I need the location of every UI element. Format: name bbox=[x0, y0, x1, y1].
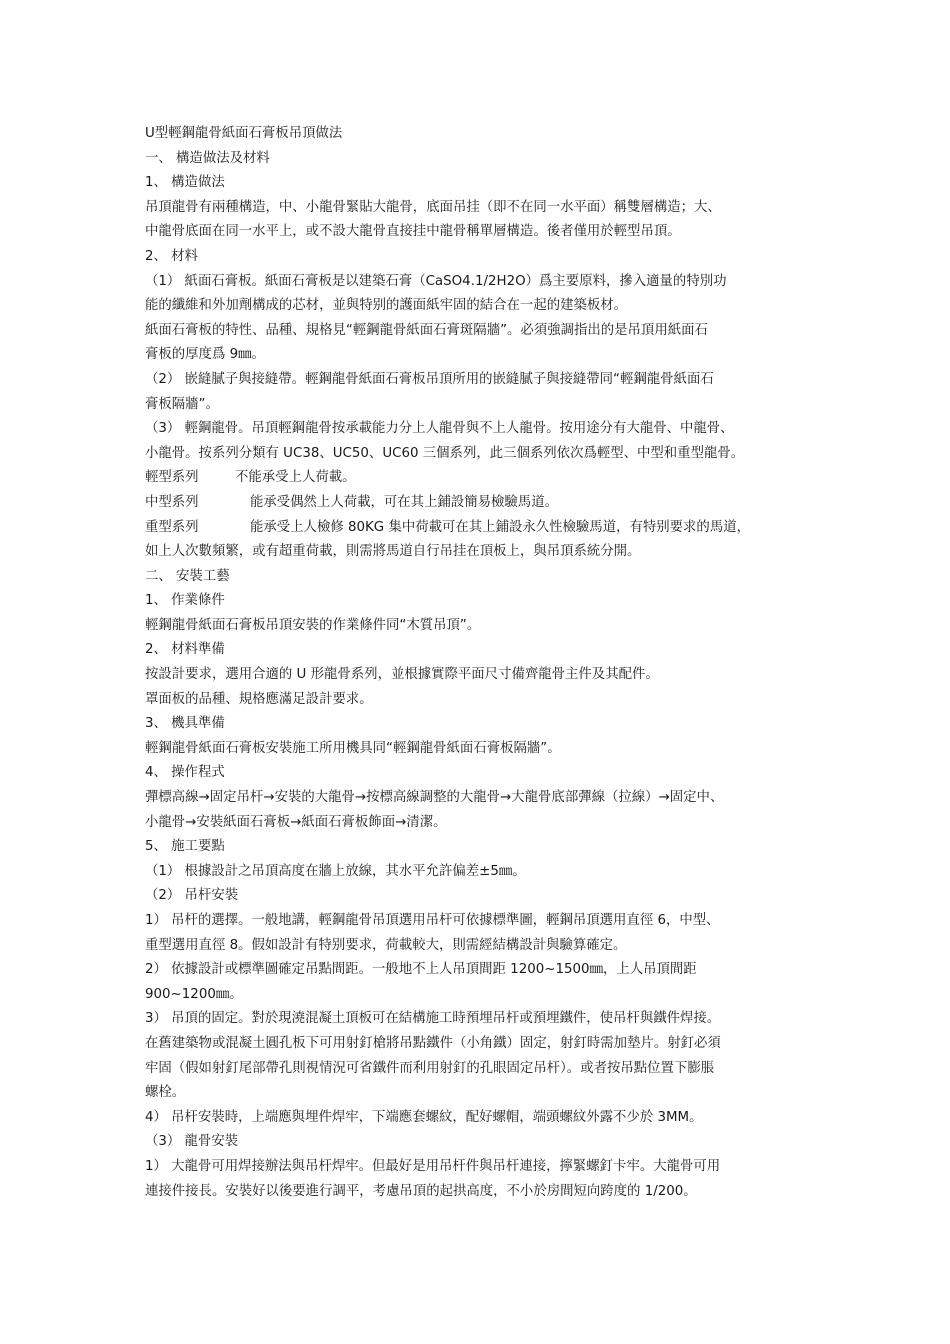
paragraph-line: 能的纖維和外加劑構成的芯材，並與特别的護面紙牢固的結合在一起的建築板材。 bbox=[145, 298, 628, 314]
subsection-heading: 5、 施工要點 bbox=[145, 839, 225, 855]
paragraph-line: 輕鋼龍骨紙面石膏板安裝施工所用機具同“輕鋼龍骨紙面石膏板隔牆”。 bbox=[145, 740, 561, 756]
paragraph-line: 螺栓。 bbox=[145, 1085, 186, 1101]
subsection-heading: 3、 機具準備 bbox=[145, 716, 225, 732]
paragraph-line: 900~1200㎜。 bbox=[145, 986, 243, 1002]
paragraph-line: 如上人次數頻繁，或有超重荷載，則需將馬道自行吊挂在頂板上，與吊頂系統分開。 bbox=[145, 544, 641, 560]
subsection-heading: 1、 作業條件 bbox=[145, 593, 225, 609]
section-heading: 一、 構造做法及材料 bbox=[145, 150, 270, 166]
subsection-heading: 2、 材料準備 bbox=[145, 642, 225, 658]
series-row-light bbox=[145, 466, 825, 491]
subsection-heading: 1、 構造做法 bbox=[145, 175, 225, 191]
series-desc: 能承受偶然上人荷載，可在其上鋪設簡易檢驗馬道。 bbox=[250, 494, 558, 510]
paragraph-line: （2） 吊杆安裝 bbox=[145, 888, 239, 904]
series-label: 輕型系列 bbox=[145, 470, 199, 486]
section-heading: 二、 安裝工藝 bbox=[145, 568, 230, 584]
paragraph-line: 重型選用直徑 8。假如設計有特别要求，荷載較大，則需經結構設計與驗算確定。 bbox=[145, 937, 627, 953]
paragraph-line: 1） 吊杆的選擇。一般地講，輕鋼龍骨吊頂選用吊杆可依據標準圖，輕鋼吊頂選用直徑 6，中型、 bbox=[145, 913, 720, 928]
paragraph-line: 中龍骨底面在同一水平上，或不設大龍骨直接挂中龍骨稱單層構造。後者僅用於輕型吊頂。 bbox=[145, 224, 681, 240]
paragraph-line: （2） 嵌縫膩子與接縫帶。輕鋼龍骨紙面石膏板吊頂所用的嵌縫膩子與接縫帶同“輕鋼龍骨紙面石 bbox=[145, 371, 714, 387]
subsection-heading: 2、 材料 bbox=[145, 248, 198, 264]
paragraph-line: 按設計要求，選用合適的 U 形龍骨系列，並根據實際平面尺寸備齊龍骨主件及其配件。 bbox=[145, 667, 659, 683]
paragraph-line: 膏板隔牆”。 bbox=[145, 396, 219, 412]
document-body bbox=[145, 122, 825, 1204]
paragraph-line: 膏板的厚度爲 9㎜。 bbox=[145, 347, 265, 363]
paragraph-line: （1） 根據設計之吊頂高度在牆上放線，其水平允許偏差±5㎜。 bbox=[145, 863, 526, 879]
paragraph-line: 2） 依據設計或標準圖確定吊點間距。一般地不上人吊頂間距 1200~1500㎜，上人吊頂間距 bbox=[145, 962, 697, 978]
paragraph-line: 1） 大龍骨可用焊接辦法與吊杆焊牢。但最好是用吊杆件與吊杆連接，擰緊螺釘卡牢。大龍骨可用 bbox=[145, 1158, 721, 1174]
paragraph-line: 小龍骨。按系列分類有 UC38、UC50、UC60 三個系列，此三個系列依次爲輕型、中型和重型龍骨。 bbox=[145, 445, 745, 461]
paragraph-line: 彈標高線→固定吊杆→安裝的大龍骨→按標高線調整的大龍骨→大龍骨底部彈線（拉線）→固定中、 bbox=[145, 790, 724, 806]
paragraph-line: 3） 吊頂的固定。對於現澆混凝土頂板可在結構施工時預埋吊杆或預埋鐵件，使吊杆與鐵件焊接。 bbox=[145, 1011, 721, 1027]
paragraph-line: 輕鋼龍骨紙面石膏板吊頂安裝的作業條件同“木質吊頂”。 bbox=[145, 617, 481, 633]
series-desc: 能承受上人檢修 80KG 集中荷載可在其上鋪設永久性檢驗馬道，有特别要求的馬道， bbox=[250, 519, 750, 535]
paragraph-line: 吊頂龍骨有兩種構造，中、小龍骨緊貼大龍骨，底面吊挂（即不在同一水平面）稱雙層構造；大、 bbox=[145, 199, 721, 215]
paragraph-line: （3） 龍骨安裝 bbox=[145, 1134, 239, 1150]
subsection-heading: 4、 操作程式 bbox=[145, 765, 225, 781]
series-desc: 不能承受上人荷載。 bbox=[235, 470, 356, 486]
paragraph-line: 紙面石膏板的特性、品種、規格見“輕鋼龍骨紙面石膏斑隔牆”。必須強調指出的是吊頂用紙面石 bbox=[145, 322, 708, 338]
series-row-heavy bbox=[145, 516, 825, 541]
series-label: 中型系列 bbox=[145, 494, 199, 510]
paragraph-line: 4） 吊杆安裝時，上端應與埋件焊牢，下端應套螺紋，配好螺帽，端頭螺紋外露不少於 3MM。 bbox=[145, 1109, 703, 1125]
paragraph-line: 小龍骨→安裝紙面石膏板→紙面石膏板飾面→清潔。 bbox=[145, 814, 447, 830]
series-row-medium bbox=[145, 491, 825, 516]
paragraph-line: 牢固（假如射釘尾部帶孔則視情況可省鐵件而利用射釘的孔眼固定吊杆）。或者按吊點位置下膨脹 bbox=[145, 1060, 715, 1076]
paragraph-line: 罩面板的品種、規格應滿足設計要求。 bbox=[145, 691, 373, 707]
paragraph-line: 在舊建築物或混凝土圓孔板下可用射釘槍將吊點鐵件（小角鐵）固定，射釘時需加墊片。射釘必須 bbox=[145, 1035, 721, 1051]
doc-title: U型輕鋼龍骨紙面石膏板吊頂做法 bbox=[145, 126, 343, 141]
paragraph-line: （3） 輕鋼龍骨。吊頂輕鋼龍骨按承載能力分上人龍骨與不上人龍骨。按用途分有大龍骨、中龍骨、 bbox=[145, 421, 734, 437]
series-label: 重型系列 bbox=[145, 519, 199, 535]
paragraph-line: （1） 紙面石膏板。紙面石膏板是以建築石膏（CaSO4.1/2H2O）爲主要原料，摻入適量的特別功 bbox=[145, 273, 727, 289]
paragraph-line: 連接件接長。安裝好以後要進行調平，考慮吊頂的起拱高度，不小於房間短向跨度的 1/200。 bbox=[145, 1183, 697, 1199]
